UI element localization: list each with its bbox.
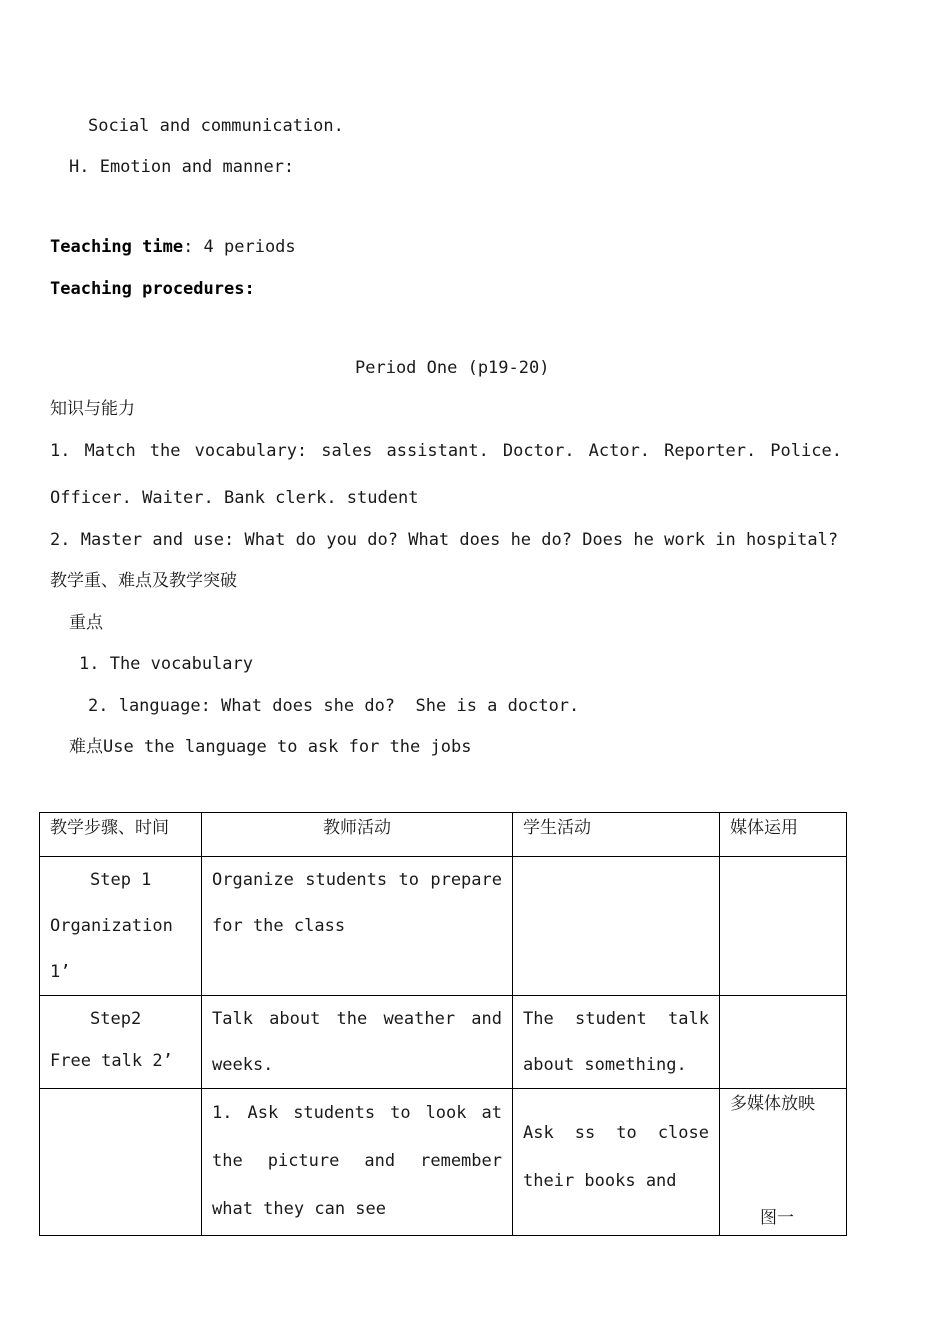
teaching-procedures-label: Teaching procedures: (50, 279, 255, 299)
table-row (40, 857, 847, 996)
word: the (149, 441, 181, 461)
step-time: 1’ (50, 962, 71, 982)
teacher-activity: Organize students to prepare for the class (202, 857, 513, 996)
student-activity (513, 857, 720, 996)
knowledge-item-1-cont: Officer. Waiter. Bank clerk. student (50, 488, 419, 508)
knowledge-item-2: 2. Master and use: What do you do? What does he do? Does he work in hospital? (50, 530, 839, 550)
knowledge-heading: 知识与能力 (50, 399, 135, 419)
step-name: Organization (50, 916, 173, 936)
header-media: 媒体运用 (720, 813, 847, 857)
media-label: 多媒体放映 (730, 1094, 815, 1114)
word: vocabulary: (194, 441, 308, 461)
objective-emotion: H. Emotion and manner: (69, 157, 295, 177)
student-activity: The student talk about something. (513, 996, 720, 1089)
difficulty (69, 736, 471, 758)
media-cell (720, 1089, 847, 1236)
word: Doctor. (502, 441, 575, 461)
difficulty-text: Use the language to ask for the jobs (103, 737, 472, 757)
word: Reporter. (664, 441, 757, 461)
difficulty-label: 难点 (69, 737, 103, 757)
word: Match (84, 441, 136, 461)
step-cell (40, 996, 202, 1089)
table-row (40, 996, 847, 1089)
student-activity: Ask ss to close their books and (513, 1089, 720, 1236)
media-figure-label: 图一 (760, 1208, 794, 1228)
focus-item-2: 2. language: What does she do? She is a doctor. (88, 696, 580, 716)
table-header-row (40, 813, 847, 857)
word: Police. (770, 441, 842, 461)
step-name: Free talk 2’ (50, 1051, 173, 1071)
teaching-time (50, 236, 296, 258)
word: Actor. (588, 441, 651, 461)
lesson-table (39, 812, 847, 1236)
teaching-time-value: : 4 periods (183, 237, 296, 257)
teacher-activity: Talk about the weather and weeks. (202, 996, 513, 1089)
word: sales (321, 441, 373, 461)
step-label: Step 1 (90, 870, 152, 890)
step-cell (40, 857, 202, 996)
header-steps: 教学步骤、时间 (40, 813, 202, 857)
media-cell (720, 996, 847, 1089)
key-points-heading: 教学重、难点及教学突破 (50, 571, 237, 591)
header-teacher: 教师活动 (202, 813, 513, 857)
teaching-time-label: Teaching time (50, 237, 184, 257)
table-row (40, 1089, 847, 1236)
word: assistant. (386, 441, 489, 461)
media-cell (720, 857, 847, 996)
header-student: 学生活动 (513, 813, 720, 857)
focus-label: 重点 (69, 613, 103, 633)
focus-item-1: 1. The vocabulary (79, 654, 253, 674)
step-cell (40, 1089, 202, 1236)
word: 1. (50, 441, 71, 461)
knowledge-item-1 (50, 440, 842, 462)
teacher-activity: 1. Ask students to look at the picture and remember what they can see (202, 1089, 513, 1236)
step-label: Step2 (90, 1009, 142, 1029)
objective-social: Social and communication. (88, 116, 344, 136)
period-title: Period One (p19-20) (355, 358, 550, 378)
